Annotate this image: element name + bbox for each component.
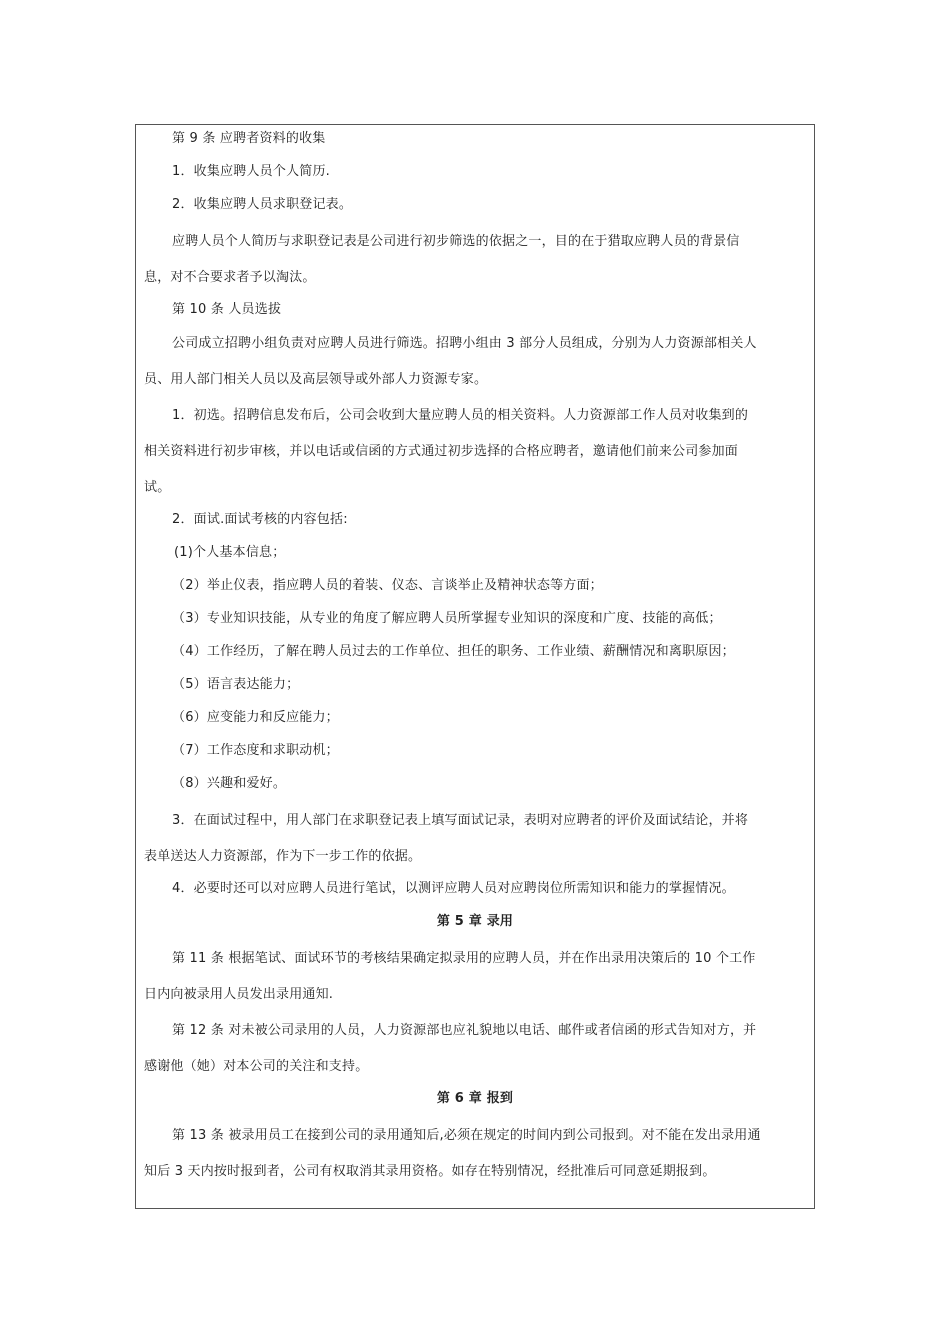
article10-step4: 4．必要时还可以对应聘人员进行笔试，以测评应聘人员对应聘岗位所需知识和能力的掌握情况。	[172, 881, 735, 896]
criteria-item: （7）工作态度和求职动机；	[172, 743, 339, 758]
criteria-item: （4）工作经历，了解在聘人员过去的工作单位、担任的职务、工作业绩、薪酬情况和离职原因；	[172, 644, 735, 659]
article9-para-line1: 应聘人员个人简历与求职登记表是公司进行初步筛选的依据之一，目的在于猎取应聘人员的背景信	[172, 234, 740, 249]
article10-step3	[144, 803, 806, 875]
article10-title: 第 10 条 人员选拔	[172, 302, 282, 317]
article11	[144, 941, 806, 1013]
criteria-item: （2）举止仪表，指应聘人员的着装、仪态、言谈举止及精神状态等方面；	[172, 578, 603, 593]
article10-step3-line1: 3．在面试过程中，用人部门在求职登记表上填写面试记录，表明对应聘者的评价及面试结论，并将	[172, 813, 749, 828]
chapter5-title: 第 5 章 录用	[436, 914, 514, 929]
article11-line1: 第 11 条 根据笔试、面试环节的考核结果确定拟录用的应聘人员，并在作出录用决策后的 10 个工作	[172, 951, 756, 966]
article9-item2: 2．收集应聘人员求职登记表。	[172, 197, 353, 212]
article9-para-line2: 息，对不合要求者予以淘汰。	[144, 270, 316, 285]
article10-intro	[144, 326, 806, 398]
article10-intro-line2: 员、用人部门相关人员以及高层领导或外部人力资源专家。	[144, 372, 488, 387]
article10-step1-line2: 相关资料进行初步审核，并以电话或信函的方式通过初步选择的合格应聘者，邀请他们前来公司参加面	[144, 444, 739, 459]
article13-line2: 知后 3 天内按时报到者，公司有权取消其录用资格。如存在特别情况，经批准后可同意延期报到。	[144, 1164, 716, 1179]
article9-item1: 1．收集应聘人员个人简历.	[172, 164, 331, 179]
article9-paragraph	[144, 224, 806, 296]
article13-line1: 第 13 条 被录用员工在接到公司的录用通知后,必须在规定的时间内到公司报到。对不能在发出录用通	[172, 1128, 761, 1143]
article13	[144, 1118, 806, 1190]
chapter6-title: 第 6 章 报到	[436, 1091, 514, 1106]
criteria-item: （3）专业知识技能，从专业的角度了解应聘人员所掌握专业知识的深度和广度、技能的高低；	[172, 611, 722, 626]
article10-step1-line3: 试。	[144, 480, 171, 495]
article10-step3-line2: 表单送达人力资源部，作为下一步工作的依据。	[144, 849, 422, 864]
article10-step2: 2．面试.面试考核的内容包括:	[172, 512, 348, 527]
article10-step1-line1: 1．初选。招聘信息发布后，公司会收到大量应聘人员的相关资料。人力资源部工作人员对收集到的	[172, 408, 749, 423]
article12-line2: 感谢他（她）对本公司的关注和支持。	[144, 1059, 369, 1074]
article9-title: 第 9 条 应聘者资料的收集	[172, 131, 326, 146]
article10-intro-line1: 公司成立招聘小组负责对应聘人员进行筛选。招聘小组由 3 部分人员组成，分别为人力资源部相关人	[172, 336, 757, 351]
criteria-item: （6）应变能力和反应能力；	[172, 710, 339, 725]
article11-line2: 日内向被录用人员发出录用通知.	[144, 987, 334, 1002]
article10-step1	[144, 398, 806, 506]
criteria-item: （8）兴趣和爱好。	[172, 776, 287, 791]
document-body	[144, 125, 806, 1190]
article12-line1: 第 12 条 对未被公司录用的人员，人力资源部也应礼貌地以电话、邮件或者信函的形式告知对方，并	[172, 1023, 757, 1038]
document-frame	[135, 124, 815, 1209]
article12	[144, 1013, 806, 1085]
criteria-item: （5）语言表达能力；	[172, 677, 300, 692]
criteria-item: (1)个人基本信息；	[174, 545, 286, 560]
